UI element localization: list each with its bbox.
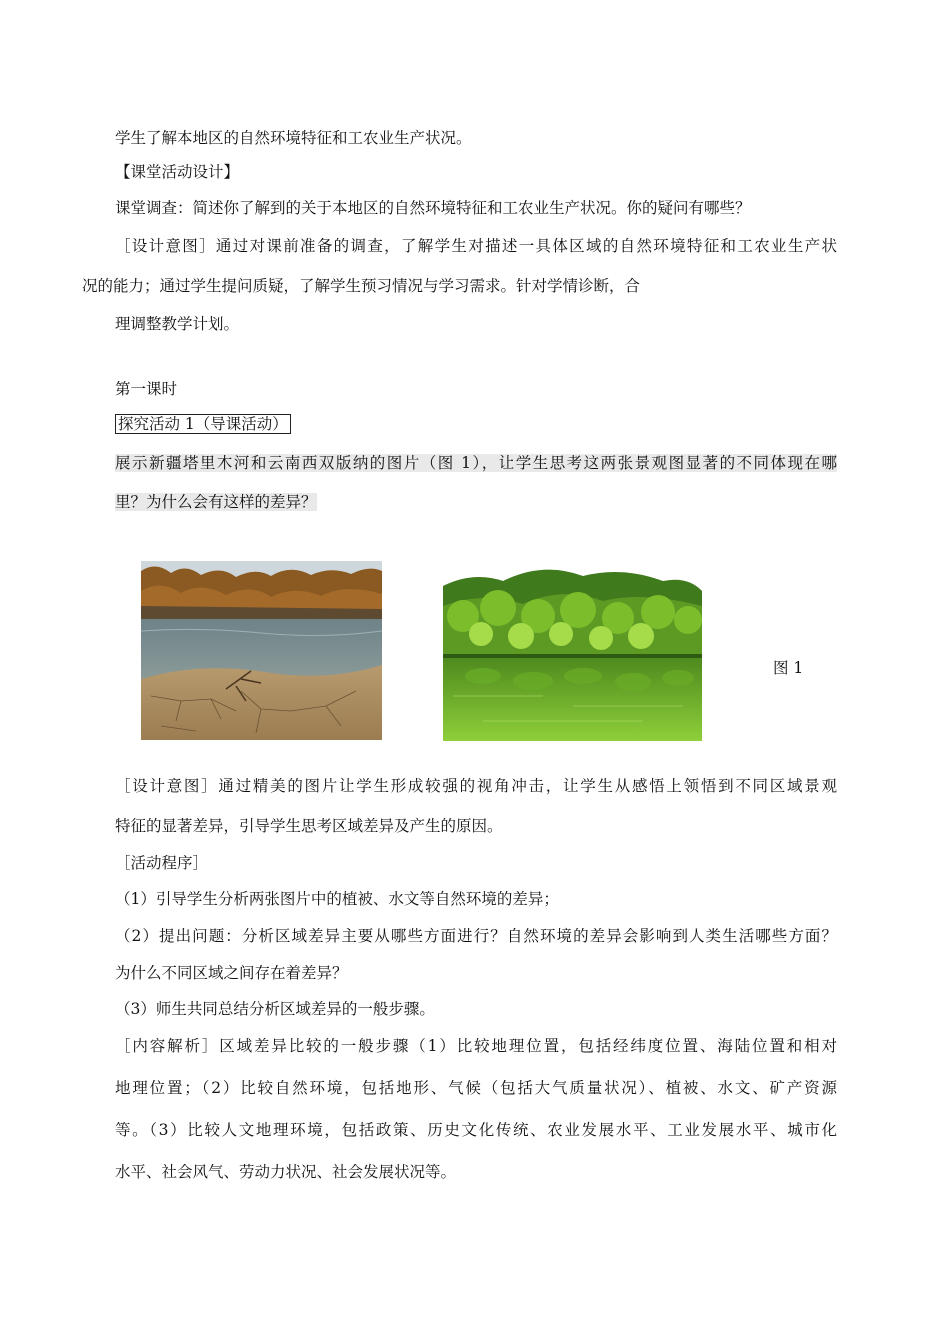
activity-title-box: 探究活动 1（导课活动） [115, 414, 291, 434]
text-line [115, 452, 837, 474]
text-line: ［设计意图］通过精美的图片让学生形成较强的视角冲击，让学生从感悟上领悟到不同区域景观 [115, 777, 837, 795]
text-line [115, 491, 317, 513]
text-line: （3）师生共同总结分析区域差异的一般步骤。 [115, 1000, 435, 1018]
text-line: （1）引导学生分析两张图片中的植被、水文等自然环境的差异； [115, 890, 559, 908]
tarim-river-photo [141, 561, 382, 740]
text-line: 特征的显著差异，引导学生思考区域差异及产生的原因。 [115, 817, 503, 835]
lesson-title: 第一课时 [115, 380, 178, 398]
section-heading: 【课堂活动设计】 [115, 163, 240, 181]
text-line: 学生了解本地区的自然环境特征和工农业生产状况。 [115, 129, 472, 147]
text-line: 为什么不同区域之间存在着差异？ [115, 964, 348, 982]
text-line: 况的能力；通过学生提问质疑，了解学生预习情况与学习需求。针对学情诊断，合 [82, 277, 641, 295]
text-line: 课堂调查：简述你了解到的关于本地区的自然环境特征和工农业生产状况。你的疑问有哪些？ [115, 199, 751, 217]
highlighted-text: 里？为什么会有这样的差异？ [115, 493, 317, 511]
text-line: ［内容解析］区域差异比较的一般步骤（1）比较地理位置，包括经纬度位置、海陆位置和相对 [115, 1037, 837, 1055]
text-line: 水平、社会风气、劳动力状况、社会发展状况等。 [115, 1163, 457, 1181]
activity-title [115, 413, 291, 435]
text-line: ［活动程序］ [115, 854, 209, 872]
highlighted-text: 展示新疆塔里木河和云南西双版纳的图片（图 1），让学生思考这两张景观图显著的不同体现在哪 [115, 454, 837, 472]
text-line: 地理位置；（2）比较自然环境，包括地形、气候（包括大气质量状况）、植被、水文、矿产资源 [115, 1079, 837, 1097]
text-line: 理调整教学计划。 [115, 315, 240, 333]
text-line: 等。（3）比较人文地理环境，包括政策、历史文化传统、农业发展水平、工业发展水平、城市化 [115, 1121, 837, 1139]
text-line: ［设计意图］通过对课前准备的调查，了解学生对描述一具体区域的自然环境特征和工农业生产状 [115, 237, 837, 255]
text-line: （2）提出问题：分析区域差异主要从哪些方面进行？自然环境的差异会影响到人类生活哪些方面？ [115, 927, 837, 945]
xishuangbanna-photo [443, 546, 702, 741]
figure-label: 图 1 [773, 659, 804, 677]
